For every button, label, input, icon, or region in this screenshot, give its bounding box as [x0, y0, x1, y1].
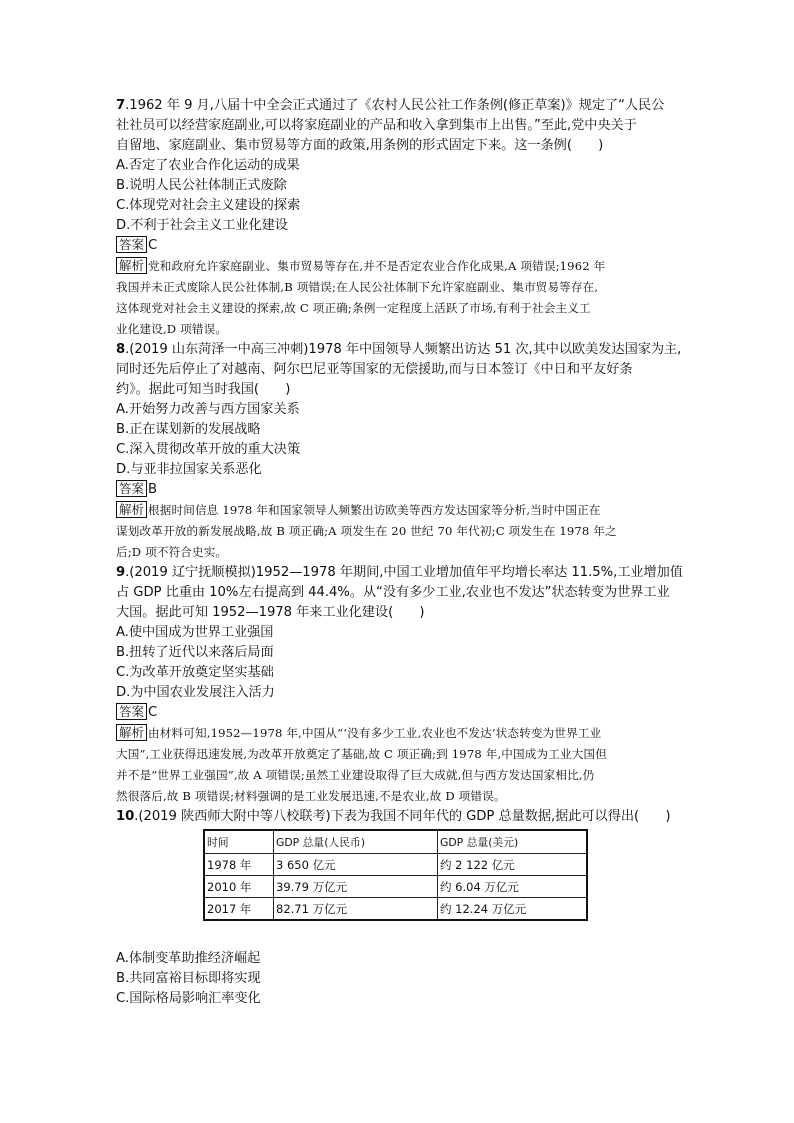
answer-tag: 答案 [116, 703, 147, 720]
table-cell: 约 2 122 亿元 [438, 854, 588, 876]
analysis-line: 业化建设,D 项错误。 [116, 322, 228, 336]
table-cell: 1978 年 [204, 854, 274, 876]
table-cell: 2017 年 [204, 898, 274, 921]
answer-tag: 答案 [116, 480, 147, 497]
question-9 [116, 563, 692, 807]
table-header-cell: GDP 总量(人民币) [274, 830, 438, 854]
table-header-cell: 时间 [204, 830, 274, 854]
option-b: B.扭转了近代以来落后局面 [116, 645, 274, 660]
option-a: A.否定了农业合作化运动的成果 [116, 158, 300, 173]
analysis-line: 并不是“世界工业强国”,故 A 项错误;虽然工业建设取得了巨大成就,但与西方发达国家相比,仍 [116, 768, 595, 782]
question-7 [116, 96, 692, 340]
answer-value: C [148, 238, 158, 253]
analysis-line: 解析 由材料可知,1952—1978 年,中国从“‘没有多少工业,农业也不发达’状态转变为世界工业 [116, 723, 692, 744]
question-10 [116, 807, 692, 1009]
option-a: A.体制变革助推经济崛起 [116, 951, 261, 966]
question-stem-line: 自留地、家庭副业、集市贸易等方面的政策,用条例的形式固定下来。这一条例( ) [116, 138, 604, 153]
question-number: 10 [116, 809, 135, 824]
analysis-tag: 解析 [116, 724, 147, 741]
table-cell: 82.71 万亿元 [274, 898, 438, 921]
option-b: B.正在谋划新的发展战略 [116, 422, 261, 437]
question-stem-line: 10.(2019 陕西师大附中等八校联考)下表为我国不同年代的 GDP 总量数据,据此可以得出( ) [116, 809, 671, 824]
option-b: B.共同富裕目标即将实现 [116, 971, 261, 986]
analysis-line: 解析 根据时间信息 1978 年和国家领导人频繁出访欧美等西方发达国家等分析,当时中国正在 [116, 500, 692, 521]
analysis-line: 后;D 项不符合史实。 [116, 545, 228, 559]
analysis-line: 解析 党和政府允许家庭副业、集市贸易等存在,并不是否定农业合作化成果,A 项错误;1962 年 [116, 256, 692, 277]
option-c: C.国际格局影响汇率变化 [116, 991, 261, 1006]
question-number: 9 [116, 565, 126, 580]
analysis-line: 这体现党对社会主义建设的探索,故 C 项正确;条例一定程度上活跃了市场,有利于社会主义工 [116, 301, 591, 315]
table-header-cell: GDP 总量(美元) [438, 830, 588, 854]
answer-value: B [148, 482, 158, 497]
analysis-line: 大国”,工业获得迅速发展,为改革开放奠定了基础,故 C 项正确;到 1978 年,中国成为工业大国但 [116, 747, 607, 761]
answer-line [116, 703, 692, 723]
table-cell: 3 650 亿元 [274, 854, 438, 876]
option-b: B.说明人民公社体制正式废除 [116, 178, 287, 193]
question-stem-line: 9.(2019 辽宁抚顺模拟)1952—1978 年期间,中国工业增加值年平均增长率达 11.5%,工业增加值 [116, 565, 683, 580]
gdp-table [203, 829, 588, 921]
option-d: D.为中国农业发展注入活力 [116, 685, 275, 700]
answer-line [116, 236, 692, 256]
option-c: C.体现党对社会主义建设的探索 [116, 198, 301, 213]
table-row [204, 876, 587, 898]
table-row [204, 898, 587, 921]
table-header-row [204, 830, 587, 854]
question-stem-line: 大国。据此可知 1952—1978 年来工业化建设( ) [116, 605, 425, 620]
option-c: C.深入贯彻改革开放的重大决策 [116, 442, 301, 457]
option-a: A.开始努力改善与西方国家关系 [116, 402, 300, 417]
question-8 [116, 340, 692, 563]
analysis-line: 然很落后,故 B 项错误;材料强调的是工业发展迅速,不是农业,故 D 项错误。 [116, 789, 506, 803]
question-number: 8 [116, 342, 126, 357]
table-row [204, 854, 587, 876]
option-c: C.为改革开放奠定坚实基础 [116, 665, 274, 680]
question-stem-line: 占 GDP 比重由 10%左右提高到 44.4%。从“没有多少工业,农业也不发达”状态转变为世界工业 [116, 585, 670, 600]
answer-tag: 答案 [116, 236, 147, 253]
table-cell: 39.79 万亿元 [274, 876, 438, 898]
analysis-line: 我国并未正式废除人民公社体制,B 项错误;在人民公社体制下允许家庭副业、集市贸易等存在, [116, 280, 599, 294]
document-page [116, 96, 692, 1009]
table-cell: 约 12.24 万亿元 [438, 898, 588, 921]
option-a: A.使中国成为世界工业强国 [116, 625, 274, 640]
question-stem-line: 7.1962 年 9 月,八届十中全会正式通过了《农村人民公社工作条例(修正草案)》规定了“人民公 [116, 98, 665, 113]
table-cell: 约 6.04 万亿元 [438, 876, 588, 898]
answer-value: C [148, 705, 158, 720]
analysis-line: 谋划改革开放的新发展战略,故 B 项正确;A 项发生在 20 世纪 70 年代初;C 项发生在 1978 年之 [116, 524, 617, 538]
question-stem-line: 8.(2019 山东菏泽一中高三冲刺)1978 年中国领导人频繁出访达 51 次,其中以欧美发达国家为主, [116, 342, 682, 357]
question-stem-line: 社社员可以经营家庭副业,可以将家庭副业的产品和收入拿到集市上出售。”至此,党中央关于 [116, 118, 637, 133]
question-number: 7 [116, 98, 126, 113]
option-d: D.与亚非拉国家关系恶化 [116, 462, 262, 477]
question-stem-line: 同时还先后停止了对越南、阿尔巴尼亚等国家的无偿援助,而与日本签订《中日和平友好条 [116, 362, 633, 377]
question-stem-line: 约》。据此可知当时我国( ) [116, 382, 291, 397]
answer-line [116, 480, 692, 500]
analysis-tag: 解析 [116, 501, 147, 518]
option-d: D.不利于社会主义工业化建设 [116, 218, 288, 233]
table-cell: 2010 年 [204, 876, 274, 898]
analysis-tag: 解析 [116, 257, 147, 274]
